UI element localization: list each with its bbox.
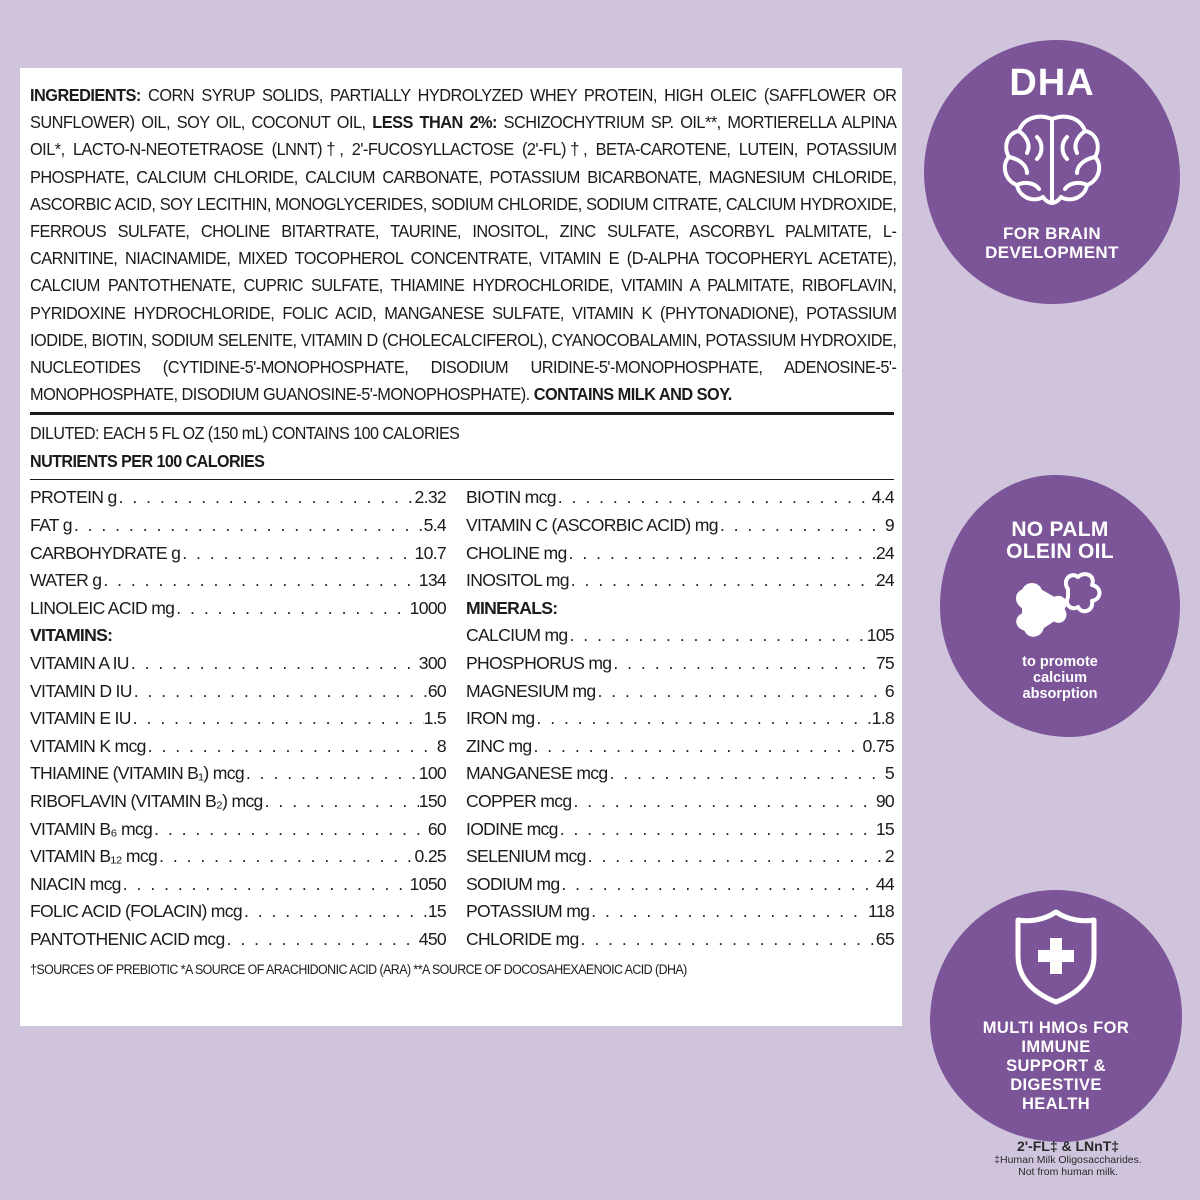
nutrient-value: 44 <box>875 873 894 894</box>
palm-line1: NO PALM <box>1011 518 1109 541</box>
nutrient-label: BIOTIN mcg <box>466 487 556 508</box>
dot-leader <box>157 843 414 871</box>
dot-leader <box>117 484 415 512</box>
dot-leader <box>589 898 868 926</box>
divider <box>30 412 894 415</box>
nutrient-value: 300 <box>418 653 446 673</box>
dot-leader <box>534 705 871 733</box>
nutrient-value: 60 <box>427 818 446 839</box>
minerals-heading: MINERALS: <box>466 597 558 618</box>
nutrient-row <box>30 567 446 595</box>
nutrient-value: 75 <box>875 653 894 673</box>
dot-leader <box>579 926 876 954</box>
nutrient-label: VITAMIN B₁₂ mcg <box>30 846 158 867</box>
dha-line1: FOR BRAIN <box>1002 224 1102 243</box>
dot-leader <box>129 650 419 678</box>
nutrient-value: 24 <box>875 570 894 591</box>
nutrient-value: 10.7 <box>414 542 446 563</box>
nutrient-label: FOLIC ACID (FOLACIN) mcg <box>30 901 242 922</box>
dot-leader <box>132 678 428 706</box>
dot-leader <box>595 678 884 706</box>
nutrient-row <box>30 843 446 871</box>
nutrient-label: SELENIUM mcg <box>466 846 586 867</box>
nutrient-label: CALCIUM mg <box>466 625 568 646</box>
nutrient-value: 15 <box>875 818 894 839</box>
dha-line2: DEVELOPMENT <box>985 243 1119 262</box>
nutrient-value: 118 <box>868 901 894 922</box>
nutrient-row <box>30 760 446 788</box>
palm-olein-badge <box>940 475 1180 737</box>
nutrient-value: 8 <box>436 735 446 756</box>
nutrient-label: IODINE mcg <box>466 818 558 839</box>
nutrient-label: COPPER mcg <box>466 790 572 811</box>
nutrient-row <box>466 678 894 706</box>
allergen-statement: CONTAINS MILK AND SOY. <box>533 384 732 405</box>
nutrient-label: IRON mg <box>466 708 535 729</box>
ingredients-text <box>30 82 896 408</box>
nutrient-label: CHLORIDE mg <box>466 928 579 949</box>
dot-leader <box>225 926 419 954</box>
nutrient-row <box>30 733 446 761</box>
nutrient-value: 100 <box>418 763 446 784</box>
nutrient-row <box>30 678 446 706</box>
dot-leader <box>607 760 884 788</box>
nutrient-row <box>30 650 446 678</box>
dot-leader <box>567 540 876 568</box>
dot-leader <box>586 843 885 871</box>
dot-leader <box>556 484 872 512</box>
palm-line2: OLEIN OIL <box>1006 540 1114 563</box>
dot-leader <box>568 622 867 650</box>
nutrient-row <box>466 733 894 761</box>
nutrients-heading: NUTRIENTS PER 100 CALORIES <box>30 451 265 472</box>
dot-leader <box>531 733 862 761</box>
ingredients-panel <box>20 68 902 1026</box>
palm-sub1: to promote <box>1022 654 1098 670</box>
nutrient-value: 90 <box>875 790 894 811</box>
dot-leader <box>72 512 424 540</box>
nutrient-row <box>466 871 894 899</box>
nutrient-label: POTASSIUM mg <box>466 901 590 922</box>
dha-badge <box>924 40 1180 304</box>
diluted-statement: DILUTED: EACH 5 FL OZ (150 mL) CONTAINS 100 CALORIES <box>30 423 460 444</box>
nutrient-label: PROTEIN g <box>30 487 117 508</box>
dot-leader <box>242 898 428 926</box>
nutrient-value: 1000 <box>409 597 446 618</box>
nutrient-label: SODIUM mg <box>466 873 560 894</box>
nutrient-value: 4.4 <box>871 487 894 508</box>
nutrient-row <box>30 898 446 926</box>
nutrient-label: PANTOTHENIC ACID mcg <box>30 928 225 949</box>
nutrient-row <box>466 622 894 650</box>
hmo-note-line3: Not from human milk. <box>1018 1166 1118 1178</box>
nutrient-row <box>466 816 894 844</box>
nutrient-value: 24 <box>875 542 894 563</box>
nutrient-value: 6 <box>884 680 894 701</box>
nutrient-value: 150 <box>418 790 446 811</box>
nutrient-row <box>466 512 894 540</box>
nutrient-row <box>30 816 446 844</box>
nutrient-value: 65 <box>875 928 894 949</box>
nutrient-row <box>466 567 894 595</box>
ingredients-label: INGREDIENTS: <box>30 85 141 105</box>
ingredients-part2: SCHIZOCHYTRIUM SP. OIL**, MORTIERELLA ALPINA OIL*, LACTO-N-NEOTETRAOSE (LNNT)†, 2'-FUCOSYLLACTOSE (2'-FL)†, BETA-CAROTENE, LUTEIN, POTASSIUM PHOSPHATE, CALCIUM CHLORIDE, CALCIUM CARBONATE, POTASSIUM BICARBONATE, MAGNESIUM CHLORIDE, ASCORBIC ACID, SOY LECITHIN, MONOGLYCERIDES, SODIUM CHLORIDE, SODIUM CITRATE, CALCIUM HYDROXIDE, FERROUS SULFATE, CHOLINE BITARTRATE, TAURINE, INOSITOL, ZINC SULFATE, ASCORBYL PALMITATE, L-CARNITINE, NIACINAMIDE, MIXED TOCOPHEROL CONCENTRATE, VITAMIN E (D-ALPHA TOCOPHERYL ACETATE), CALCIUM PANTOTHENATE, CUPRIC SULFATE, THIAMINE HYDROCHLORIDE, VITAMIN A PALMITATE, RIBOFLAVIN, PYRIDOXINE HYDROCHLORIDE, FOLIC ACID, MANGANESE SULFATE, VITAMIN K (PHYTONADIONE), POTASSIUM IODIDE, BIOTIN, SODIUM SELENITE, VITAMIN D (CHOLECALCIFEROL), CYANOCOBALAMIN, POTASSIUM HYDROXIDE, NUCLEOTIDES (CYTIDINE-5'-MONOPHOSPHATE, DISODIUM URIDINE-5'-MONOPHOSPHATE, ADENOSINE-5'-MONOPHOSPHATE, DISODIUM GUANOSINE-5'-MONOPHOSPHATE). <box>30 112 897 405</box>
nutrient-row <box>466 788 894 816</box>
nutrient-label: RIBOFLAVIN (VITAMIN B₂) mcg <box>30 790 263 811</box>
nutrient-value: 0.25 <box>414 846 446 867</box>
nutrient-label: WATER g <box>30 570 102 591</box>
nutrient-row <box>466 650 894 678</box>
nutrient-row <box>30 926 446 954</box>
nutrient-label: ZINC mg <box>466 735 532 756</box>
hmo-line5: HEALTH <box>1021 1095 1091 1113</box>
nutrient-row <box>30 512 446 540</box>
hmo-line2: IMMUNE <box>1021 1038 1091 1056</box>
dot-leader <box>121 871 410 899</box>
nutrient-label: CHOLINE mg <box>466 542 567 563</box>
hmo-footnote <box>948 1138 1188 1178</box>
dot-leader <box>558 816 876 844</box>
nutrient-value: 15 <box>427 901 446 922</box>
nutrient-column-right <box>462 480 894 953</box>
nutrient-label: VITAMIN C (ASCORBIC ACID) mg <box>466 515 718 536</box>
nutrient-row <box>466 484 894 512</box>
dot-leader <box>263 788 419 816</box>
nutrient-value: 0.75 <box>862 735 894 756</box>
nutrient-label: INOSITOL mg <box>466 570 569 591</box>
nutrient-label: PHOSPHORUS mg <box>466 653 612 673</box>
dot-leader <box>180 540 414 568</box>
nutrient-row <box>30 484 446 512</box>
nutrient-label: VITAMIN B₆ mcg <box>30 818 153 839</box>
nutrient-label: THIAMINE (VITAMIN B₁) mcg <box>30 763 244 784</box>
hmo-line1: MULTI HMOs FOR <box>982 1019 1130 1037</box>
nutrient-label: VITAMIN D IU <box>30 680 132 701</box>
nutrient-row <box>466 926 894 954</box>
less-than-label: LESS THAN 2%: <box>372 112 497 133</box>
nutrient-row <box>466 760 894 788</box>
palm-sub3: absorption <box>1022 686 1098 702</box>
dot-leader <box>174 595 409 623</box>
dot-leader <box>571 788 875 816</box>
dot-leader <box>101 567 418 595</box>
nutrient-row <box>30 788 446 816</box>
brain-icon <box>997 107 1107 217</box>
nutrient-label: MAGNESIUM mg <box>466 680 596 701</box>
nutrient-value: 450 <box>418 928 446 949</box>
dot-leader <box>146 733 437 761</box>
nutrient-value: 134 <box>418 570 446 591</box>
nutrient-value: 1050 <box>409 873 446 894</box>
nutrient-label: VITAMIN K mcg <box>30 735 146 756</box>
nutrient-row <box>466 540 894 568</box>
nutrient-value: 60 <box>427 680 446 701</box>
hmo-line4: DIGESTIVE <box>1010 1076 1102 1094</box>
nutrient-label: VITAMIN E IU <box>30 708 131 729</box>
nutrient-value: 5.4 <box>423 515 446 536</box>
ingredients-part1: CORN SYRUP SOLIDS, PARTIALLY HYDROLYZED WHEY PROTEIN, HIGH OLEIC (SAFFLOWER OR SUNFLOWER) OIL, SOY OIL, COCONUT OIL, <box>30 85 897 133</box>
nutrient-label: VITAMIN A IU <box>30 653 129 673</box>
nutrient-row <box>466 843 894 871</box>
hmo-line3: SUPPORT & <box>1006 1057 1106 1075</box>
nutrient-value: 1.5 <box>423 708 446 729</box>
palm-sub2: calcium <box>1033 670 1087 686</box>
nutrient-row <box>30 705 446 733</box>
dot-leader <box>559 871 875 899</box>
nutrient-row <box>466 705 894 733</box>
nutrient-row <box>466 898 894 926</box>
nutrient-value: 2 <box>884 846 894 867</box>
nutrient-column-left <box>30 480 462 953</box>
dot-leader <box>611 650 875 678</box>
footnote: †SOURCES OF PREBIOTIC *A SOURCE OF ARACHIDONIC ACID (ARA) **A SOURCE OF DOCOSAHEXAENOIC ACID (DHA) <box>30 961 687 977</box>
nutrient-value: 105 <box>866 625 894 646</box>
hmo-note-line2: ‡Human Milk Oligosaccharides. <box>994 1154 1142 1166</box>
nutrient-value: 9 <box>884 515 894 536</box>
nutrient-table <box>30 480 894 953</box>
bone-molecule-icon <box>1010 567 1110 647</box>
hmo-badge <box>930 890 1182 1142</box>
nutrient-label: CARBOHYDRATE g <box>30 542 181 563</box>
nutrient-value: 2.32 <box>414 487 446 508</box>
dha-title: DHA <box>1009 62 1095 104</box>
nutrient-label: MANGANESE mcg <box>466 763 608 784</box>
shield-plus-icon <box>1008 906 1104 1006</box>
dot-leader <box>131 705 424 733</box>
hmo-note-line1: 2'-FL‡ & LNnT‡ <box>1016 1138 1120 1154</box>
nutrient-label: LINOLEIC ACID mg <box>30 597 175 618</box>
nutrient-row <box>30 871 446 899</box>
dot-leader <box>244 760 419 788</box>
nutrient-row <box>30 540 446 568</box>
vitamins-heading: VITAMINS: <box>30 625 113 646</box>
dot-leader <box>569 567 876 595</box>
nutrient-value: 5 <box>884 763 894 784</box>
nutrient-label: FAT g <box>30 515 72 536</box>
dot-leader <box>718 512 885 540</box>
dot-leader <box>152 816 428 844</box>
nutrient-row <box>30 595 446 623</box>
nutrient-value: 1.8 <box>871 708 894 729</box>
nutrient-label: NIACIN mcg <box>30 873 121 894</box>
